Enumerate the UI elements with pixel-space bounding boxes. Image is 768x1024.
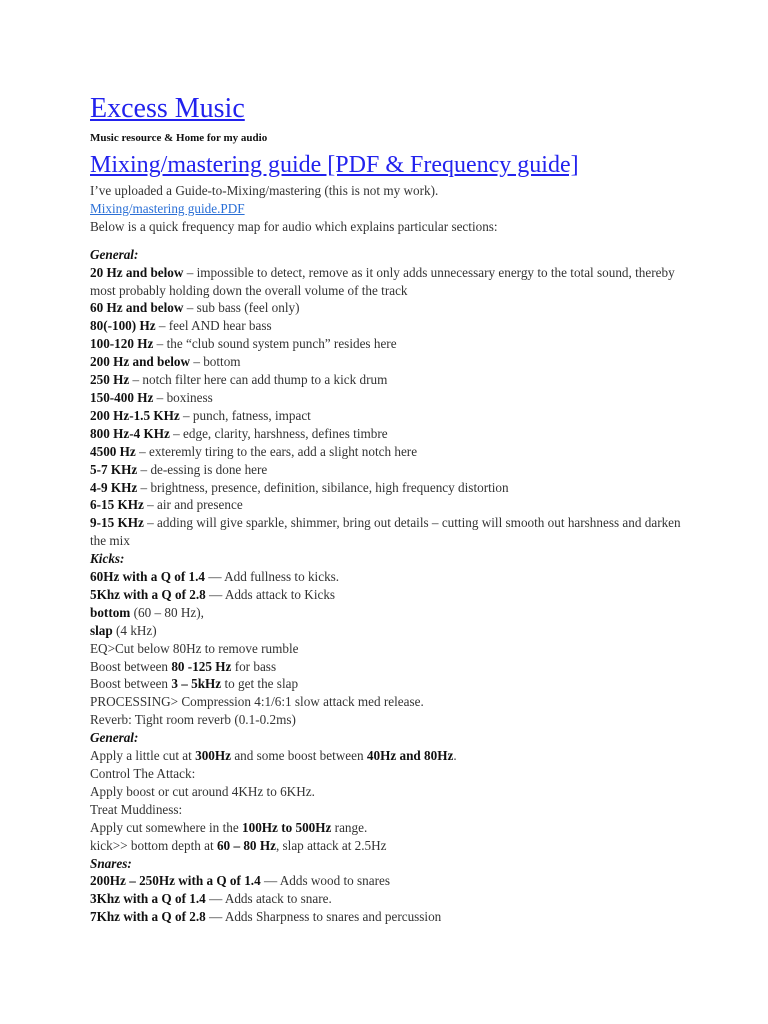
frequency-description: – de-essing is done here (137, 461, 268, 477)
frequency-range: 9-15 KHz (90, 515, 144, 531)
frequency-item (90, 335, 690, 353)
frequency-range: 4-9 KHz (90, 479, 138, 495)
frequency-range: 4500 Hz (90, 443, 136, 459)
kick-eq-line: EQ>Cut below 80Hz to remove rumble (90, 640, 299, 656)
frequency-item (90, 407, 690, 425)
frequency-range: 80(-100) Hz (90, 318, 156, 334)
frequency-item (90, 425, 690, 443)
post-intro: I’ve uploaded a Guide-to-Mixing/mastering (this is not my work). (90, 183, 439, 198)
frequency-range: 20 Hz and below (90, 264, 184, 280)
frequency-range: 100-120 Hz (90, 336, 154, 352)
frequency-item (90, 353, 690, 371)
snare-line-1: 200Hz – 250Hz with a Q of 1.4 — Adds wood to snares (90, 873, 391, 889)
frequency-description: – punch, fatness, impact (179, 407, 311, 423)
frequency-item (90, 461, 690, 479)
general-kick-line: kick>> bottom depth at 60 – 80 Hz, slap attack at 2.5Hz (90, 837, 387, 853)
frequency-description: – brightness, presence, definition, sibilance, high frequency distortion (137, 479, 509, 495)
section-heading-general: General: (90, 246, 139, 262)
frequency-description: – the “club sound system punch” resides here (153, 336, 397, 352)
frequency-range: 60 Hz and below (90, 300, 184, 316)
frequency-item (90, 496, 690, 514)
frequency-range: 200 Hz and below (90, 354, 191, 370)
kick-processing-line: PROCESSING> Compression 4:1/6:1 slow attack med release. (90, 694, 424, 710)
frequency-description: – air and presence (143, 497, 243, 513)
frequency-description: – sub bass (feel only) (183, 300, 300, 316)
frequency-item (90, 264, 690, 300)
frequency-item (90, 317, 690, 335)
frequency-range: 250 Hz (90, 372, 130, 388)
general-cut-line: Apply cut somewhere in the 100Hz to 500Hz range. (90, 819, 368, 835)
frequency-description: – adding will give sparkle, shimmer, bring out details – cutting will smooth out harshness and darken the mix (90, 515, 681, 549)
kick-slap-line: slap (4 kHz) (90, 622, 157, 638)
frequency-item (90, 299, 690, 317)
site-description: Music resource & Home for my audio (90, 132, 268, 144)
post-summary: Below is a quick frequency map for audio which explains particular sections: (90, 218, 498, 234)
kick-boost-bass-line: Boost between 80 -125 Hz for bass (90, 658, 277, 674)
pdf-download-link[interactable]: Mixing/mastering guide.PDF (90, 200, 245, 216)
section-heading-kicks: Kicks: (90, 551, 125, 567)
kick-bottom-line: bottom (60 – 80 Hz), (90, 604, 204, 620)
frequency-description: – impossible to detect, remove as it only adds unnecessary energy to the total sound, thereby most probably holding down the overall volume of the track (90, 264, 675, 298)
frequency-item (90, 514, 690, 550)
kick-reverb-line: Reverb: Tight room reverb (0.1-0.2ms) (90, 712, 296, 728)
general-boost-line: Apply boost or cut around 4KHz to 6KHz. (90, 783, 315, 799)
frequency-range: 6-15 KHz (90, 497, 144, 513)
kick-q-line-2: 5Khz with a Q of 2.8 — Adds attack to Kicks (90, 586, 336, 602)
frequency-list (90, 264, 690, 551)
frequency-item (90, 443, 690, 461)
snare-line-3: 7Khz with a Q of 2.8 — Adds Sharpness to snares and percussion (90, 909, 442, 925)
frequency-description: – feel AND hear bass (155, 318, 272, 334)
kick-q-line-1: 60Hz with a Q of 1.4 — Add fullness to kicks. (90, 569, 340, 585)
frequency-item (90, 371, 690, 389)
snare-line-2: 3Khz with a Q of 1.4 — Adds atack to snare. (90, 891, 332, 907)
frequency-description: – notch filter here can add thump to a kick drum (129, 372, 388, 388)
frequency-range: 150-400 Hz (90, 389, 154, 405)
frequency-description: – bottom (190, 354, 241, 370)
section-heading-snares: Snares: (90, 855, 132, 871)
frequency-description: – exteremly tiring to the ears, add a slight notch here (135, 443, 418, 459)
kick-boost-slap-line: Boost between 3 – 5kHz to get the slap (90, 676, 299, 692)
general-apply-line: Apply a little cut at 300Hz and some boost between 40Hz and 80Hz. (90, 748, 457, 764)
general-control-line: Control The Attack: (90, 766, 196, 781)
frequency-item (90, 479, 690, 497)
frequency-item (90, 389, 690, 407)
frequency-description: – boxiness (153, 389, 213, 405)
frequency-range: 800 Hz-4 KHz (90, 425, 170, 441)
frequency-range: 5-7 KHz (90, 461, 138, 477)
general-treat-line: Treat Muddiness: (90, 801, 183, 817)
section-heading-general-2: General: (90, 730, 139, 746)
frequency-description: – edge, clarity, harshness, defines timbre (169, 425, 388, 441)
frequency-range: 200 Hz-1.5 KHz (90, 407, 180, 423)
post-title-link[interactable]: Mixing/mastering guide [PDF & Frequency guide] (90, 152, 579, 178)
blog-page (90, 90, 690, 926)
site-title-link[interactable]: Excess Music (90, 93, 245, 124)
